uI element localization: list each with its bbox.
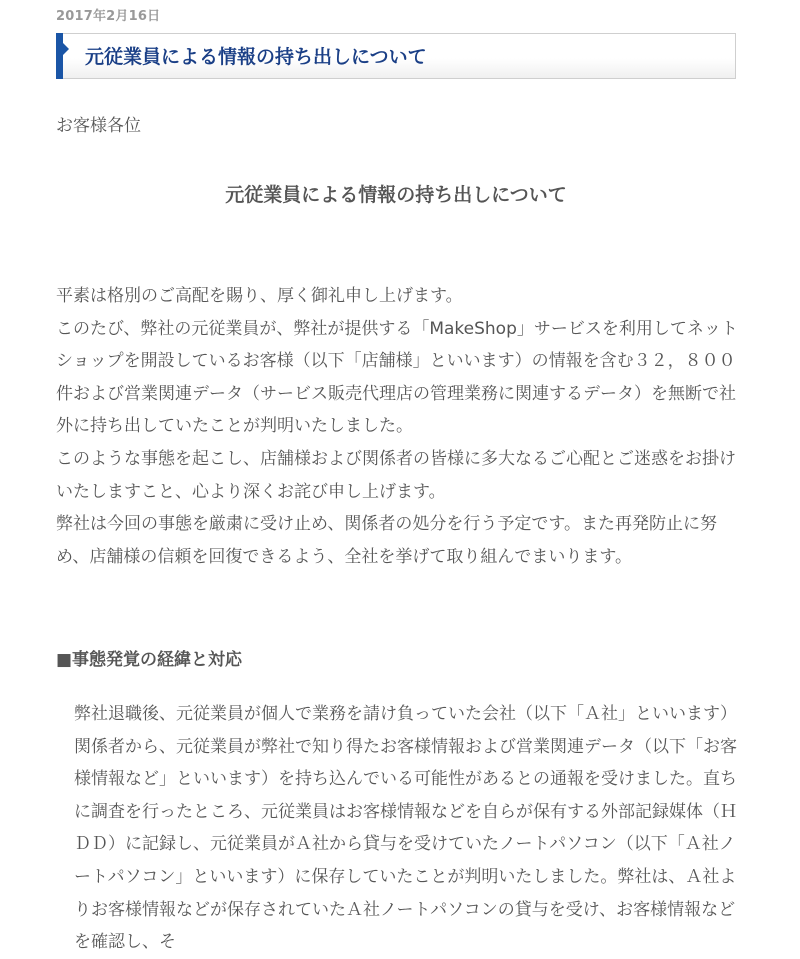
title-accent-bar [56, 33, 63, 79]
section-heading: ■事態発覚の経緯と対応 [56, 650, 243, 670]
post-date: 2017年2月16日 [56, 9, 161, 24]
paragraph: 弊社は今回の事態を厳粛に受け止め、関係者の処分を行う予定です。また再発防止に努め、店舗様の信頼を回復できるよう、全社を挙げて取り組んでまいります。 [56, 514, 717, 567]
post-title: 元従業員による情報の持ち出しについて [85, 46, 427, 68]
paragraph: このような事態を起こし、店舗様および関係者の皆様に多大なるご心配とご迷惑をお掛けいたしますこと、心より深くお詫び申し上げます。 [56, 448, 736, 502]
notice-heading: 元従業員による情報の持ち出しについて [225, 184, 567, 206]
paragraph: 平素は格別のご高配を賜り、厚く御礼申し上げます。 [56, 286, 463, 306]
section-body: 弊社退職後、元従業員が個人で業務を請け負っていた会社（以下「Ａ社」といいます）関係者から、元従業員が弊社で知り得たお客様情報および営業関連データ（以下「お客様情報など」といいます）を持ち込んでいる可能性があるとの通報を受けました。直ちに調査を行ったところ、元従業員はお客様情報などを自らが保有する外部記録媒体（ＨＤＤ）に記録し、元従業員がＡ社から貸与を受けていたノートパソコン（以下「Ａ社ノートパソコン」といいます）に保存していたことが判明いたしました。弊社は、Ａ社よりお客様情報などが保存されていたＡ社ノートパソコンの貸与を受け、お客様情報などを確認し、そ [74, 704, 737, 953]
title-accent-notch [63, 43, 69, 55]
letter-body [56, 280, 740, 573]
salutation: お客様各位 [56, 116, 141, 136]
paragraph: このたび、弊社の元従業員が、弊社が提供する「MakeShop」サービスを利用してネットショップを開設しているお客様（以下「店舗様」といいます）の情報を含む３２，８００件および営業関連データ（サービス販売代理店の管理業務に関連するデータ）を無断で社外に持ち出していたことが判明いたしました。 [56, 318, 738, 437]
post-title-box [56, 33, 736, 79]
